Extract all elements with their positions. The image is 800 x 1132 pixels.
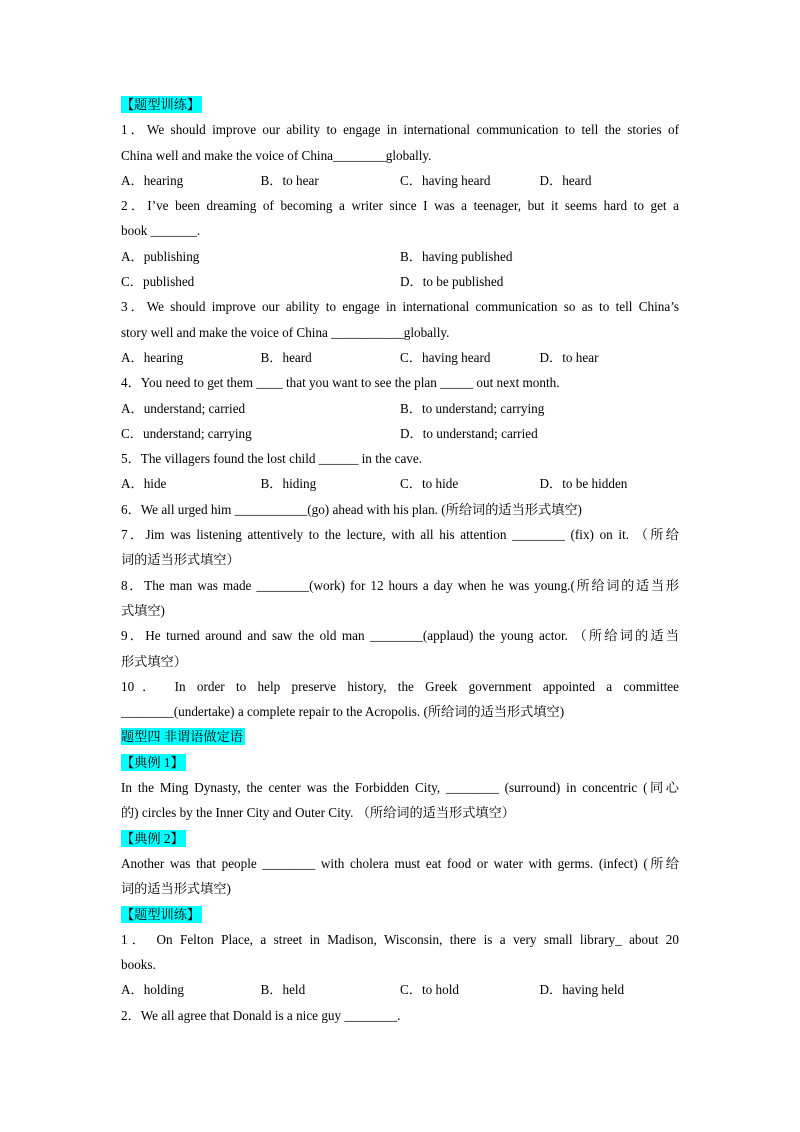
question-line: China well and make the voice of China________globally. — [121, 147, 432, 163]
practice-label-highlight: 【题型训练】 — [121, 906, 201, 922]
question-line: 词的适当形式填空） — [121, 552, 240, 568]
options-row — [121, 244, 679, 269]
option: B．to hear — [260, 172, 319, 188]
example-1-label: 【典例 1】 — [121, 754, 184, 770]
question-line: 6．We all urged him ___________(go) ahead with his plan. (所给词的适当形式填空) — [121, 501, 582, 517]
practice-label — [121, 902, 679, 927]
question-line: 7．Jim was listening attentively to the lecture, with all his attention ________ (fix) on it. （所给 — [121, 527, 679, 543]
example-2-label: 【典例 2】 — [121, 830, 184, 846]
example-line: 词的适当形式填空) — [121, 881, 231, 897]
section-heading — [121, 92, 679, 117]
question-line: 5．The villagers found the lost child ______ in the cave. — [121, 451, 423, 467]
question-line: 式填空) — [121, 602, 165, 618]
option: A．holding — [121, 982, 185, 998]
section-title-highlight: 题型四 非谓语做定语 — [121, 729, 243, 745]
question-line: 8．The man was made ________(work) for 12 hours a day when he was young.(所给词的适当形 — [121, 577, 679, 593]
question-line: 形式填空） — [121, 653, 187, 669]
question-line: 3．We should improve our ability to engage in international communication so as to tell China’s — [121, 299, 679, 315]
options-row — [121, 471, 679, 496]
heading-highlight: 【题型训练】 — [121, 97, 201, 112]
option: D．having held — [539, 982, 625, 998]
options-row — [121, 977, 679, 1002]
question-line: 10． In order to help preserve history, the Greek government appointed a committee — [121, 678, 679, 694]
options-row — [121, 269, 679, 294]
document-page — [121, 92, 679, 1028]
question-line: 2．We all agree that Donald is a nice guy ________. — [121, 1007, 401, 1023]
question-line: 9．He turned around and saw the old man ________(applaud) the young actor. （所给词的适当 — [121, 628, 679, 644]
option: B．having published — [400, 248, 513, 264]
option: B．held — [260, 982, 306, 998]
question-line: ________(undertake) a complete repair to the Acropolis. (所给词的适当形式填空) — [121, 704, 565, 720]
option: C．understand; carrying — [121, 425, 252, 441]
question-line: 2．I’ve been dreaming of becoming a writer since I was a teenager, but it seems hard to get a — [121, 198, 679, 214]
question-line: story well and make the voice of China ___________globally. — [121, 324, 450, 340]
option: A．hearing — [121, 349, 184, 365]
option: D．to understand; carried — [400, 425, 538, 441]
option: B．to understand; carrying — [400, 400, 545, 416]
option: C．to hide — [400, 476, 459, 492]
option: D．heard — [539, 172, 592, 188]
question-line: book _______. — [121, 223, 201, 239]
option: D．to be hidden — [539, 476, 628, 492]
option: C．having heard — [400, 172, 491, 188]
option: B．hiding — [260, 476, 317, 492]
option: A．publishing — [121, 248, 200, 264]
options-row — [121, 421, 679, 446]
option: A．understand; carried — [121, 400, 246, 416]
option: D．to be published — [400, 274, 504, 290]
option: B．heard — [260, 349, 312, 365]
example-line: In the Ming Dynasty, the center was the Forbidden City, ________ (surround) in concentric (同心 — [121, 780, 679, 796]
example-line: Another was that people ________ with cholera must eat food or water with germs. (infect) (所给 — [121, 855, 679, 871]
question-line: books. — [121, 957, 156, 973]
question-line: 1．We should improve our ability to engage in international communication to tell the stories of — [121, 122, 679, 138]
example-label — [121, 826, 679, 851]
options-row — [121, 396, 679, 421]
option: C．published — [121, 274, 195, 290]
section-title — [121, 724, 679, 749]
options-row — [121, 345, 679, 370]
options-row — [121, 168, 679, 193]
option: A．hide — [121, 476, 167, 492]
example-line: 的) circles by the Inner City and Outer City. （所给词的适当形式填空） — [121, 805, 515, 821]
question-line: 1． On Felton Place, a street in Madison, Wisconsin, there is a very small library_ about 20 — [121, 931, 679, 947]
option: D．to hear — [539, 349, 599, 365]
option: A．hearing — [121, 172, 184, 188]
example-label — [121, 750, 679, 775]
question-line: 4．You need to get them ____ that you want to see the plan _____ out next month. — [121, 375, 560, 391]
option: C．having heard — [400, 349, 491, 365]
option: C．to hold — [400, 982, 459, 998]
